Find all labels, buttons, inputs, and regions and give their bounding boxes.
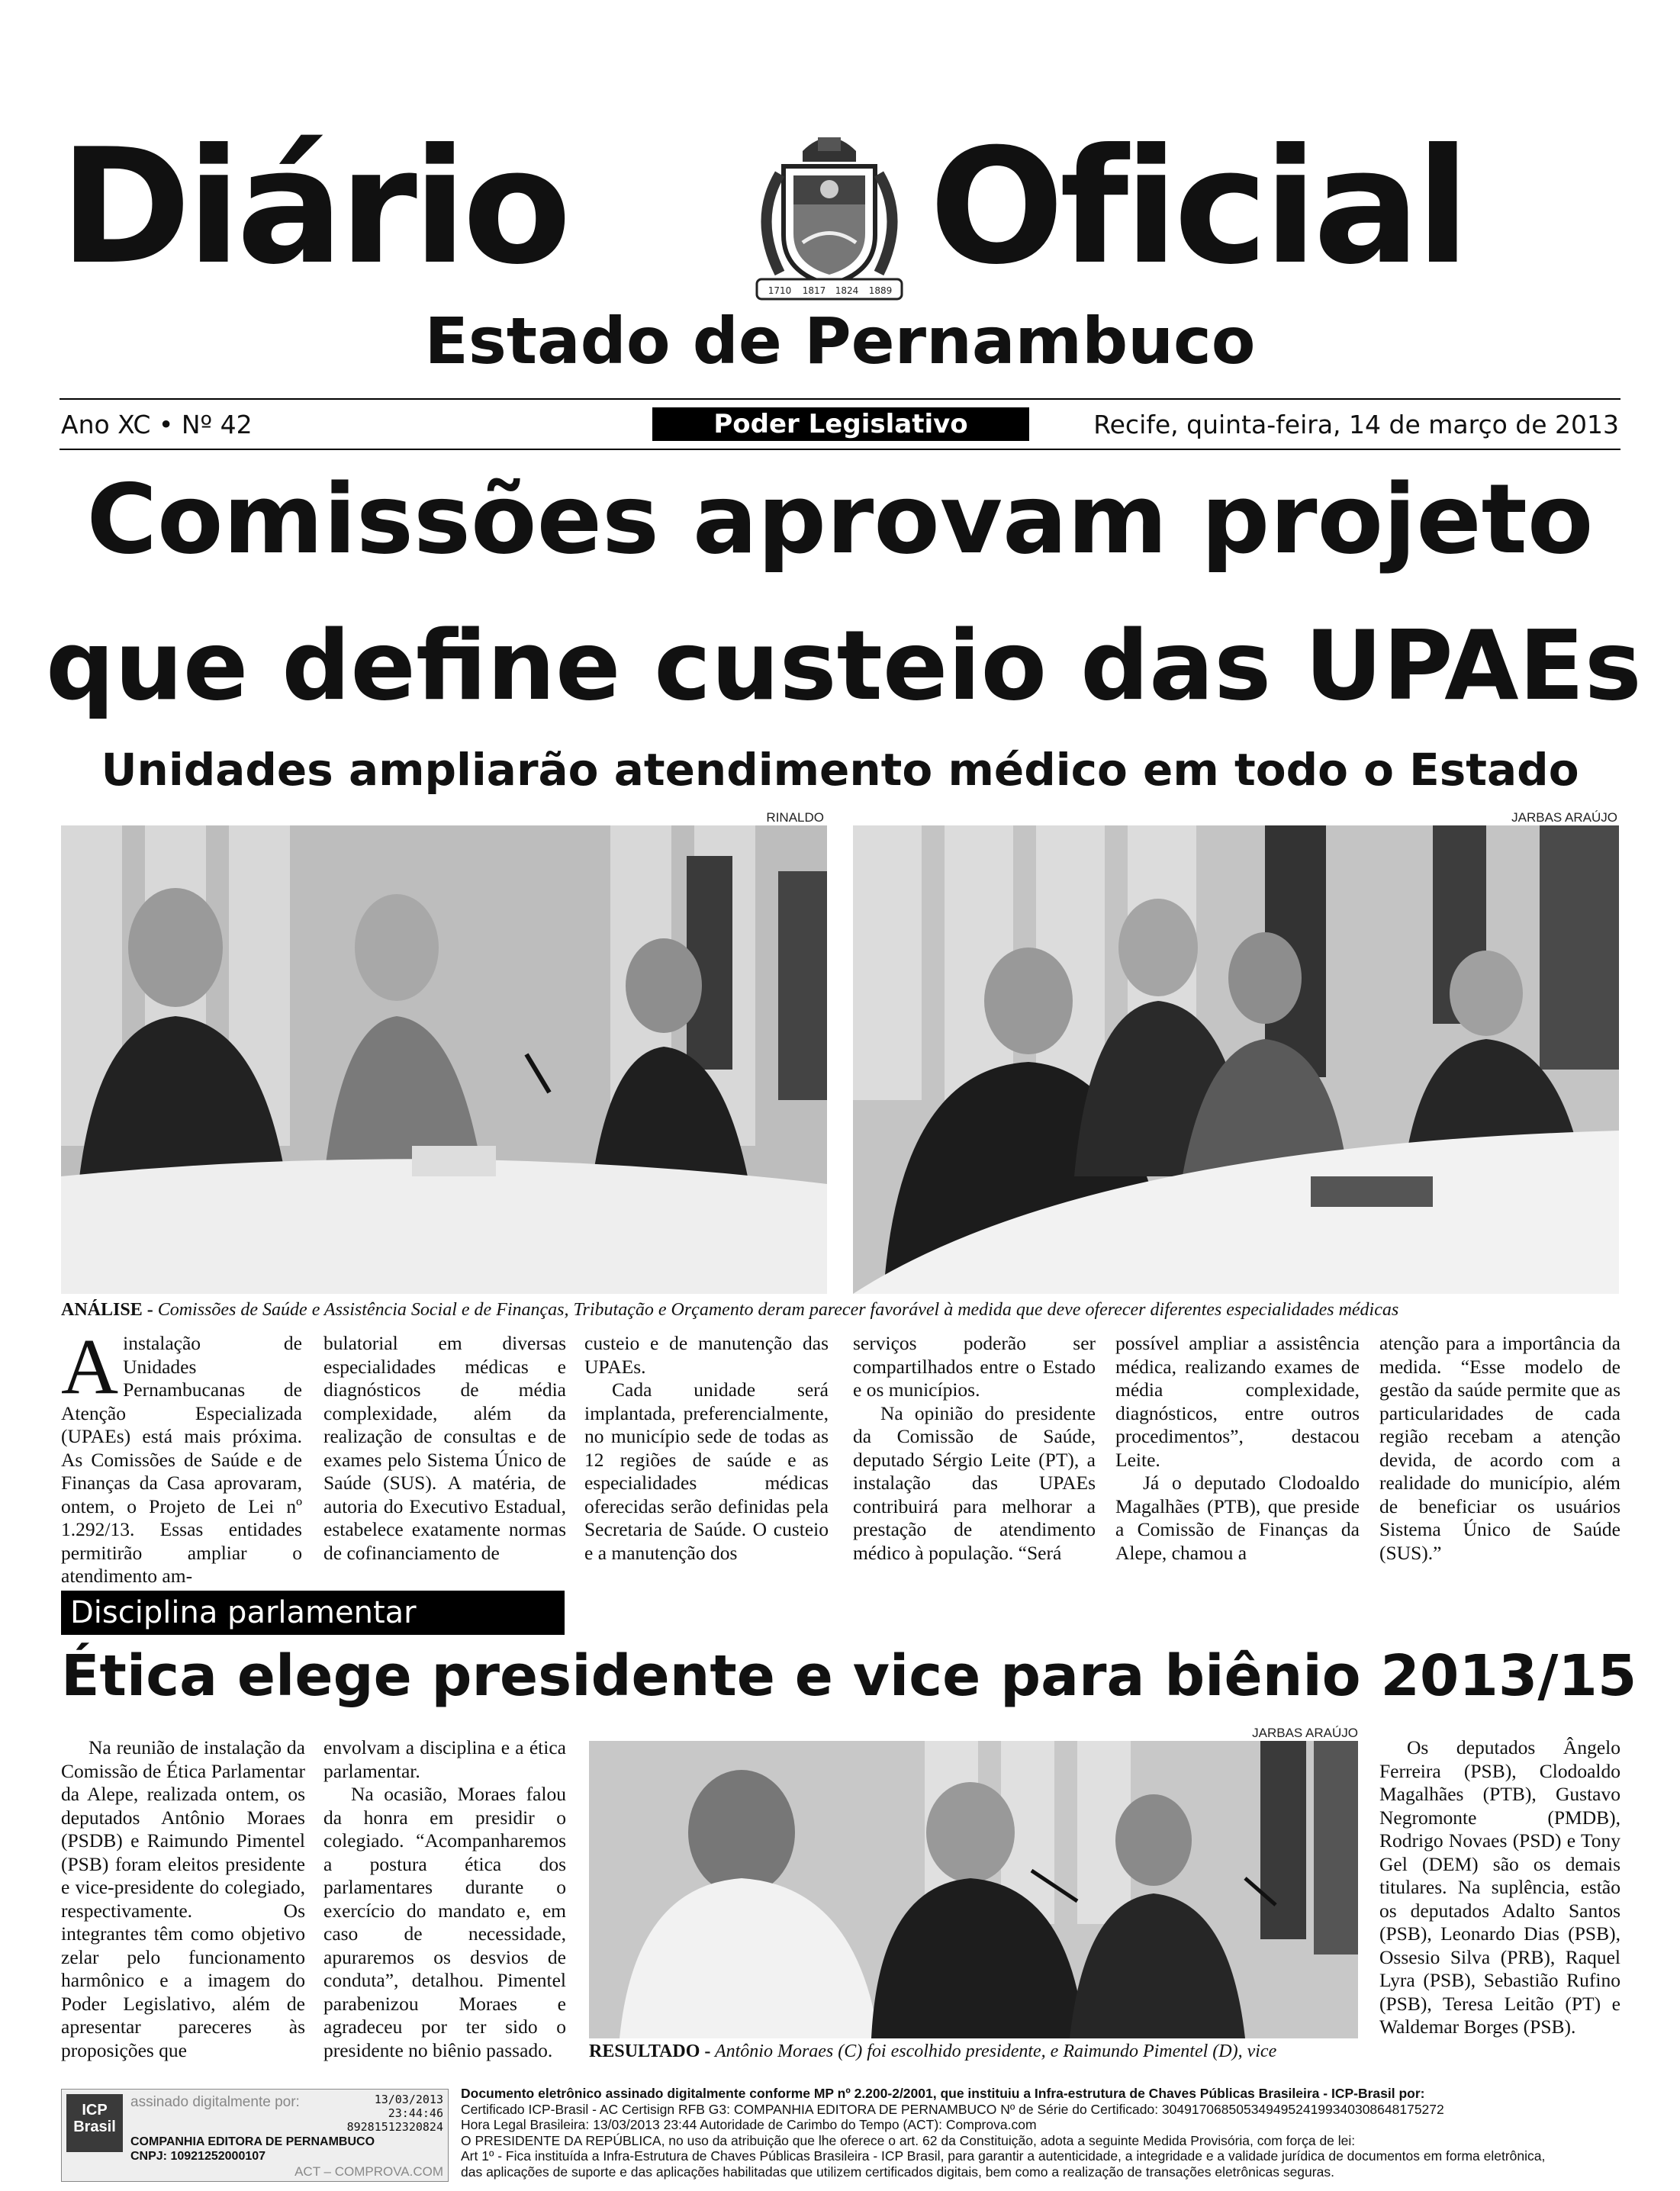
drop-cap: A <box>61 1323 119 1411</box>
footer-line-3: Hora Legal Brasileira: 13/03/2013 23:44 Autoridade de Carimbo do Tempo (ACT): Comprova.com <box>461 2117 1037 2132</box>
masthead-rule-top <box>60 398 1620 400</box>
seal-year-3: 1824 <box>835 285 859 296</box>
lead-col-3-p1: custeio e de manutenção das UPAEs. <box>584 1332 829 1378</box>
second-headline: Ética elege presidente e vice para biênio 2013/15 <box>61 1643 1637 1709</box>
company-cnpj: CNPJ: 10921252000107 <box>130 2150 266 2163</box>
second-caption-text: Antônio Moraes (C) foi escolhido presidente, e Raimundo Pimentel (D), vice <box>714 2041 1277 2061</box>
lead-col-6-text: atenção para a importância da medida. “Esse modelo de gestão da saúde permite que as particularidades de cada região recebam a atenção devida, de acordo com a realidade do município, além de beneficiar os usuários Sistema Único de Saúde (SUS).” <box>1379 1332 1620 1564</box>
company-name: COMPANHIA EDITORA DE PERNAMBUCO <box>130 2135 375 2148</box>
lead-col-3-p2: Cada unidade será implantada, preferencialmente, no município sede de todas as 12 regiões de saúde e as especialidades médicas oferecidas serão definidas pela Secretaria de Saúde. O custeio e a manutenção dos <box>584 1379 829 1564</box>
lead-caption-label: ANÁLISE - <box>61 1300 153 1320</box>
lead-col-4-p1: serviços poderão ser compartilhados entre o Estado e os municípios. <box>853 1332 1096 1401</box>
signature-stamp <box>329 2093 443 2134</box>
coat-of-arms-icon <box>749 128 909 305</box>
lead-col-5-p1: possível ampliar a assistência médica, realizando exames de média complexidade, diagnósticos, entre outros procedimentos”, destacou Leite. <box>1115 1332 1360 1471</box>
second-col-2 <box>323 1736 566 2062</box>
footer-line-4: O PRESIDENTE DA REPÚBLICA, no uso da atribuição que lhe oferece o art. 62 da Constituição, adota a seguinte Medida Provisória, com força de lei: <box>461 2132 1356 2148</box>
footer-line-1: Documento eletrônico assinado digitalmente conforme MP nº 2.200-2/2001, que instituiu a Infra-estrutura de Chaves Públicas Brasileira - ICP-Brasil por: <box>461 2086 1425 2101</box>
second-col-2-p1: envolvam a disciplina e a ética parlamentar. <box>323 1736 566 1782</box>
sig-serial: 89281512320824 <box>346 2120 443 2134</box>
masthead-title-right: Oficial <box>929 115 1466 300</box>
lead-photo-1 <box>61 825 827 1294</box>
second-col-1 <box>61 1736 305 2062</box>
footer-line-2: Certificado ICP-Brasil - AC Certisign RFB G3: COMPANHIA EDITORA DE PERNAMBUCO Nº de Série do Certificado: 30491706850534949524199340308648175272 <box>461 2101 1444 2117</box>
footer-line-6: das aplicações de suporte e das aplicações habilitadas que utilizem certificados digitais, bem como a realização de transações eletrônicas seguras. <box>461 2164 1334 2180</box>
lead-col-1-text: instalação de Unidades Pernambucanas de Atenção Especializada (UPAEs) está mais próxima. As Comissões de Saúde e de Finanças da Casa aprovaram, ontem, o Projeto de Lei nº 1.292/13. Essas entidades permitirão ampliar o atendimento am- <box>61 1332 302 1587</box>
seal-year-1: 1710 <box>768 285 792 296</box>
second-col-1-text: Na reunião de instalação da Comissão de Ética Parlamentar da Alepe, realizada ontem, os deputados Antônio Moraes (PSDB) e Raimundo Pimentel (PSB) foram eleitos presidente e vice-presidente do colegiado, respectivamente. Os integrantes têm como objetivo zelar pelo funcionamento harmônico e a imagem do Poder Legislativo, além de apresentar pareceres às proposições que <box>61 1736 305 2061</box>
lead-col-5 <box>1115 1332 1360 1565</box>
seal-year-2: 1817 <box>802 285 826 296</box>
lead-headline-line1: Comissões aprovam projeto <box>86 463 1594 575</box>
sig-time: 23:44:46 <box>388 2106 443 2120</box>
lead-col-2-text: bulatorial em diversas especialidades médicas e diagnósticos de média complexidade, além da realização de consultas e de exames pelo Sistema Único de Saúde (SUS). A matéria, de autoria do Executivo Estadual, estabelece exatamente normas de cofinanciamento de <box>323 1332 566 1564</box>
lead-photo-2 <box>853 825 1619 1294</box>
lead-col-3 <box>584 1332 829 1565</box>
lead-col-2 <box>323 1332 566 1565</box>
second-col-2-p2: Na ocasião, Moraes falou da honra em presidir o colegiado. “Acompanharemos a postura ética dos parlamentares durante o exercício do mandato e, em caso de necessidade, apuraremos os desvios de conduta”, detalhou. Pimentel parabenizou Moraes e agradeceu por ter sido o presidente no biênio passado. <box>323 1783 566 2061</box>
lead-photo-caption <box>61 1298 1619 1321</box>
signature-box <box>61 2089 449 2182</box>
section-banner: Poder Legislativo <box>652 407 1029 441</box>
icp-brasil-logo: ICP Brasil <box>66 2094 123 2152</box>
second-photo <box>589 1741 1358 2038</box>
lead-caption-text: Comissões de Saúde e Assistência Social e de Finanças, Tributação e Orçamento deram parecer favorável à medida que deve oferecer diferentes especialidades médicas <box>157 1300 1399 1320</box>
lead-deck: Unidades ampliarão atendimento médico em todo o Estado <box>101 744 1579 796</box>
second-col-3 <box>1379 1736 1620 2039</box>
masthead-rule-bottom <box>60 449 1620 450</box>
second-section-tag: Disciplina parlamentar <box>61 1591 565 1635</box>
issue-date: Recife, quinta-feira, 14 de março de 2013 <box>1093 410 1619 439</box>
second-photo-credit: JARBAS ARAÚJO <box>1252 1726 1358 1740</box>
second-caption-label: RESULTADO - <box>589 2041 711 2061</box>
lead-col-1 <box>61 1323 302 1588</box>
second-col-3-text: Os deputados Ângelo Ferreira (PSB), Clodoaldo Magalhães (PTB), Gustavo Negromonte (PMDB), Rodrigo Novaes (PSD) e Tony Gel (DEM) são os demais titulares. Na suplência, estão os deputados Adalto Santos (PSB), Leonardo Dias (PSB), Ossesio Silva (PRB), Raquel Lyra (PSB), Sebastião Rufino (PSB), Teresa Leitão (PT) e Waldemar Borges (PSB). <box>1379 1736 1620 2038</box>
photo2-credit: JARBAS ARAÚJO <box>1511 810 1617 825</box>
second-photo-caption <box>589 2040 1358 2063</box>
masthead-title-left: Diário <box>60 115 568 300</box>
issue-number: Ano XC • Nº 42 <box>61 410 253 439</box>
photo1-credit: RINALDO <box>766 810 824 825</box>
lead-col-5-p2: Já o deputado Clodoaldo Magalhães (PTB), que preside a Comissão de Finanças da Alepe, chamou a <box>1115 1472 1360 1564</box>
lead-col-6 <box>1379 1332 1620 1565</box>
sig-date: 13/03/2013 <box>374 2093 443 2106</box>
footer-line-5: Art 1º - Fica instituída a Infra-Estrutura de Chaves Públicas Brasileira - ICP Brasil, para garantir a autenticidade, a integridade e a validade jurídica de documentos em forma eletrônica, <box>461 2148 1546 2164</box>
lead-col-4 <box>853 1332 1096 1565</box>
lead-col-4-p2: Na opinião do presidente da Comissão de Saúde, deputado Sérgio Leite (PT), a instalação das UPAEs contribuirá para melhorar a prestação de atendimento médico à população. “Será <box>853 1401 1096 1564</box>
act-label: ACT – COMPROVA.COM <box>294 2164 443 2179</box>
lead-headline-line2: que define custeio das UPAEs <box>46 610 1642 722</box>
digital-signature-text <box>461 2086 1651 2180</box>
seal-year-4: 1889 <box>868 285 893 296</box>
masthead-subtitle: Estado de Pernambuco <box>424 304 1256 378</box>
signed-label: assinado digitalmente por: <box>130 2094 300 2110</box>
